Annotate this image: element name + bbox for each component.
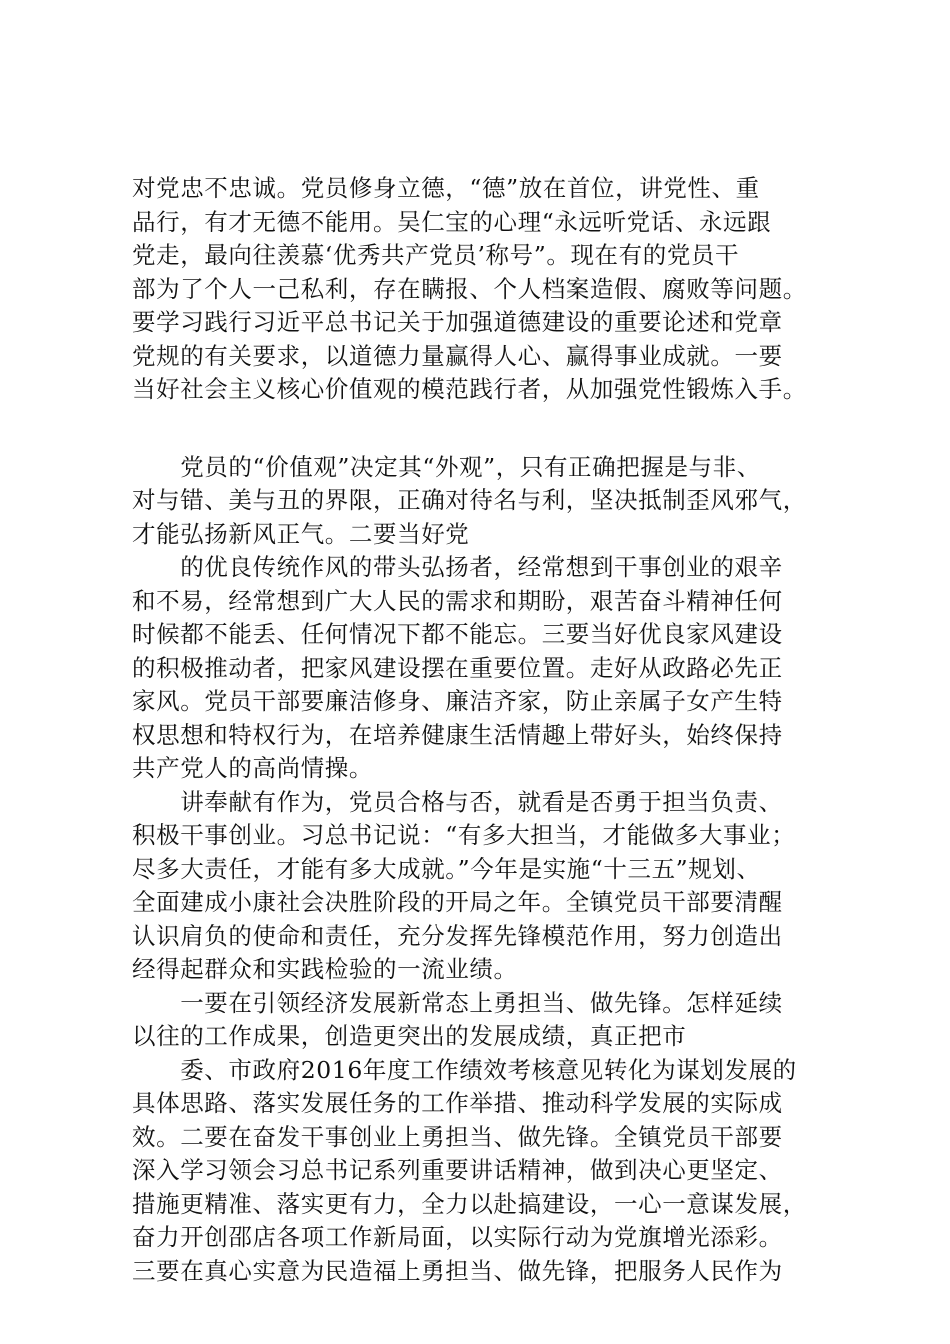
paragraph-fine-traditions: 的优良传统作风的带头弘扬者，经常想到干事创业的艰辛 和不易，经常想到广大人民的需求和期盼，艰苦奋斗精神任何 时候都不能丢、任何情况下都不能忘。三要当好优良家风建设 的积极推动者，把家风建设摆在重要位置。走好从政路必先正 家风。党员干部要廉洁修身、廉洁齐家，防止亲属子女产生特 权思想和特权行为，在培养健康生活情趣上带好头，始终保持 共产党人的高尚情操。: [132, 553, 783, 782]
paragraph-dedication: 讲奉献有作为，党员合格与否，就看是否勇于担当负责、 积极干事创业。习总书记说：“有多大担当，才能做多大事业； 尽多大责任，才能有多大成就。”今年是实施“十三五”规划、 全面建成小康社会决胜阶段的开局之年。全镇党员干部要清醒 认识肩负的使命和责任，充分发挥先锋模范作用，努力创造出 经得起群众和实践检验的一流业绩。: [132, 787, 796, 983]
paragraph-values: 党员的“价值观”决定其“外观”，只有正确把握是与非、 对与错、美与丑的界限，正确对待名与利，坚决抵制歪风邪气， 才能弘扬新风正气。二要当好党: [132, 452, 807, 548]
paragraph-performance-assessment: 委、市政府2016年度工作绩效考核意见转化为谋划发展的 具体思路、落实发展任务的工作举措、推动科学发展的实际成 效。二要在奋发干事创业上勇担当、做先锋。全镇党员干部要 深入学习领会习总书记系列重要讲话精神，做到决心更坚定、 措施更精准、落实更有力，全力以赴搞建设，一心一意谋发展， 奋力开创邵店各项工作新局面，以实际行动为党旗增光添彩。 三要在真心实意为民造福上勇担当、做先锋，把服务人民作为: [132, 1055, 807, 1285]
paragraph-economic-leadership: 一要在引领经济发展新常态上勇担当、做先锋。怎样延续 以往的工作成果，创造更突出的发展成绩，真正把市: [132, 988, 783, 1050]
document-body: [132, 172, 832, 1288]
paragraph-party-loyalty: 对党忠不忠诚。党员修身立德，“德”放在首位，讲党性、重 品行，有才无德不能用。吴仁宝的心理“永远听党话、永远跟 党走，最向往羡慕‘优秀共产党员’称号”。现在有的党员干 部为了个人一己私利，存在瞒报、个人档案造假、腐败等问题。 要学习践行习近平总书记关于加强道德建设的重要论述和党章 党规的有关要求，以道德力量赢得人心、赢得事业成就。一要 当好社会主义核心价值观的模范践行者，从加强党性锻炼入手。: [132, 174, 807, 403]
